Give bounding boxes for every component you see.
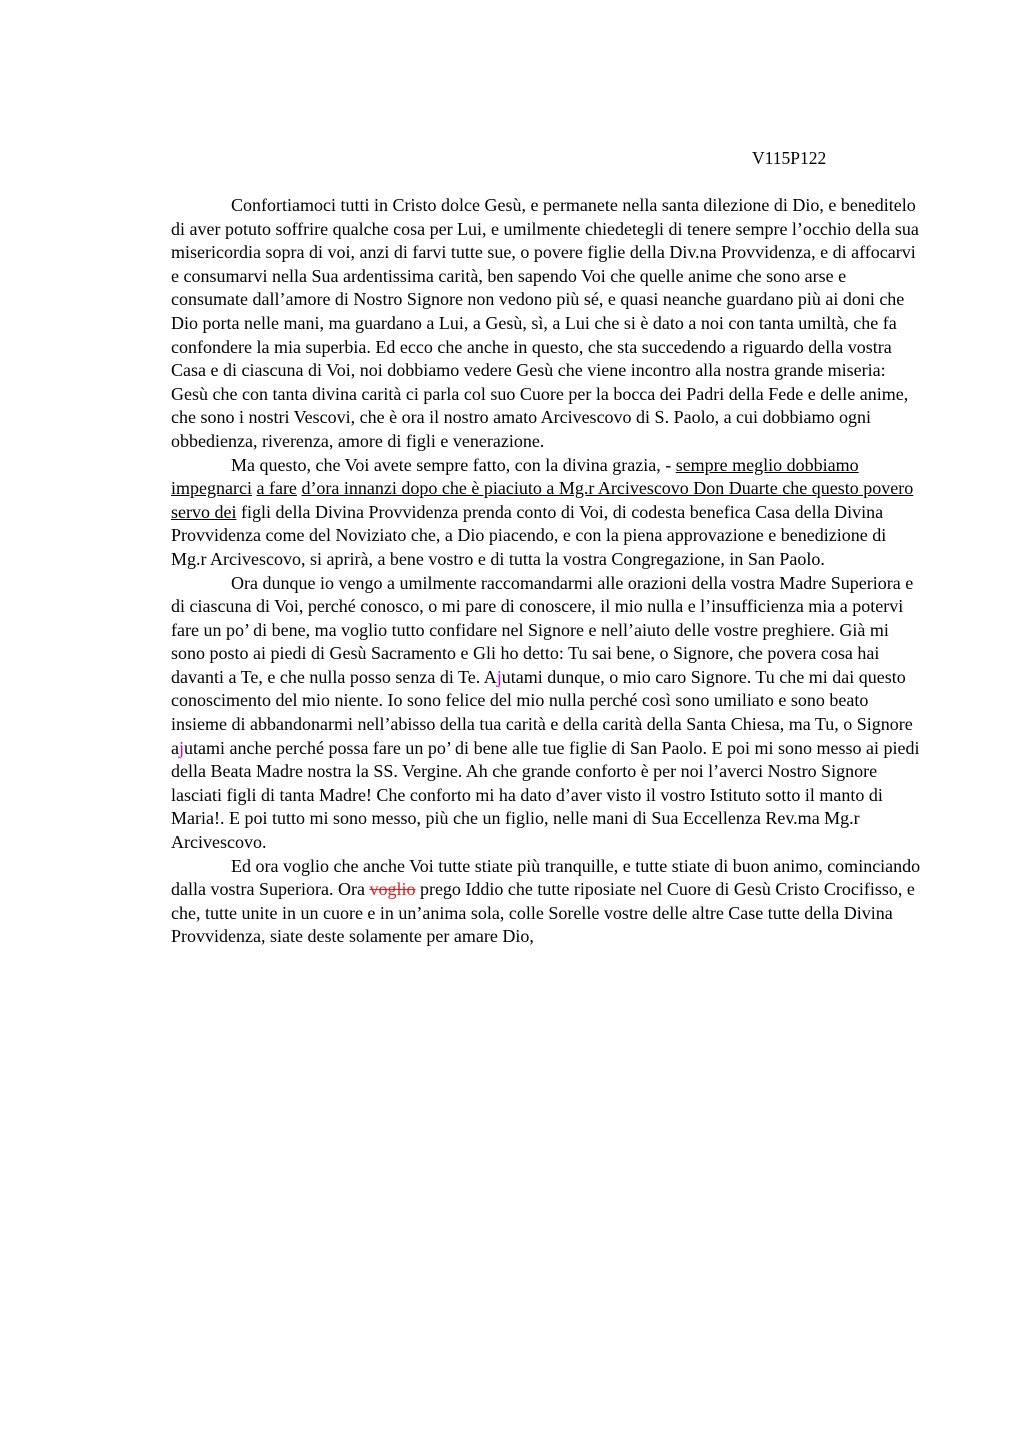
letter-body xyxy=(171,194,926,949)
highlighted-letter: j xyxy=(496,666,502,687)
underlined-text: d’ora innanzi dopo che è piaciuto a Mg.r Arcivescovo Don Duarte che questo povero servo dei xyxy=(171,478,914,522)
text-segment: figli della Divina Provvidenza prenda conto di Voi, di codesta benefica Casa della Divina Provvidenza come del Noviziato che, a Dio piacendo, e con la piena approvazione e benedizione di Mg.r Arcivescovo, si aprirà, a bene vostro e di tutta la vostra Congregazione, in San Paolo. xyxy=(171,501,887,569)
page-identifier: V115P122 xyxy=(752,148,827,168)
paragraph-3 xyxy=(171,572,926,855)
paragraph-2 xyxy=(171,454,926,572)
deleted-word: voglio xyxy=(369,879,416,900)
text-segment: utami dunque, o mio caro Signore. Tu che mi dai questo conoscimento del mio niente. Io sono felice del mio nulla perché così sono umiliato e sono beato insieme di abbandonarmi nell’abisso della tua carità e della carità della Santa Chiesa, ma Tu, o Signore a xyxy=(171,666,913,758)
text-segment: Ma questo, che Voi avete sempre fatto, con la divina grazia, - xyxy=(231,454,676,475)
highlighted-letter: j xyxy=(179,737,185,758)
text-segment: Ora dunque io vengo a umilmente raccomandarmi alle orazioni della vostra Madre Superiora e di ciascuna di Voi, perché conosco, o mi pare di conoscere, il mio nulla e l’insufficienza mia a potervi fare un po’ di bene, ma voglio tutto confidare nel Signore e nell’aiuto delle vostre preghiere. Già mi sono posto ai piedi di Gesù Sacramento e Gli ho detto: Tu sai bene, o Signore, che povera cosa hai davanti a Te, e che nulla posso senza di Te. A xyxy=(171,572,914,687)
text-segment: Confortiamoci tutti in Cristo dolce Gesù, e permanete nella santa dilezione di Dio, e beneditelo di aver potuto soffrire qualche cosa per Lui, e umilmente chiedetegli di tenere sempre l’occhio della sua misericordia sopra di voi, anzi di farvi tutte sue, o povere figlie della Div.na Provvidenza, e di affocarvi e consumarvi nella Sua ardentissima carità, ben sapendo Voi che quelle anime che sono arse e consumate dall’amore di Nostro Signore non vedono più sé, e quasi neanche guardano più ai doni che Dio porta nelle mani, ma guardano a Lui, a Gesù, sì, a Lui che si è dato a noi con tanta umiltà, che fa confondere la mia superbia. Ed ecco che anche in questo, che sta succedendo a riguardo della vostra Casa e di ciascuna di Voi, noi dobbiamo vedere Gesù che viene incontro alla nostra grande miseria: Gesù che con tanta divina carità ci parla col suo Cuore per la bocca dei Padri della Fede e delle anime, che sono i nostri Vescovi, che è ora il nostro amato Arcivescovo di S. Paolo, a cui dobbiamo ogni obbedienza, riverenza, amore di figli e venerazione. xyxy=(171,195,919,451)
paragraph-1 xyxy=(171,194,926,454)
underlined-text: a fare xyxy=(256,478,297,499)
text-segment: prego Iddio che tutte riposiate nel Cuore di Gesù Cristo Crocifisso, e che, tutte unite in un cuore e in un’anima sola, colle Sorelle vostre delle altre Case tutte della Divina Provvidenza, siate deste solamente per amare Dio, xyxy=(171,879,915,947)
text-segment: utami anche perché possa fare un po’ di bene alle tue figlie di San Paolo. E poi mi sono messo ai piedi della Beata Madre nostra la SS. Vergine. Ah che grande conforto è per noi l’averci Nostro Signore lasciati figli di tanta Madre! Che conforto mi ha dato d’aver visto il vostro Istituto sotto il manto di Maria!. E poi tutto mi sono messo, più che un figlio, nelle mani di Sua Eccellenza Rev.ma Mg.r Arcivescovo. xyxy=(171,737,920,853)
underlined-text: sempre meglio dobbiamo impegnarci xyxy=(171,454,859,499)
text-segment: Ed ora voglio che anche Voi tutte stiate più tranquille, e tutte stiate di buon animo, cominciando dalla vostra Superiora. Ora xyxy=(171,855,921,900)
paragraph-4 xyxy=(171,855,926,949)
